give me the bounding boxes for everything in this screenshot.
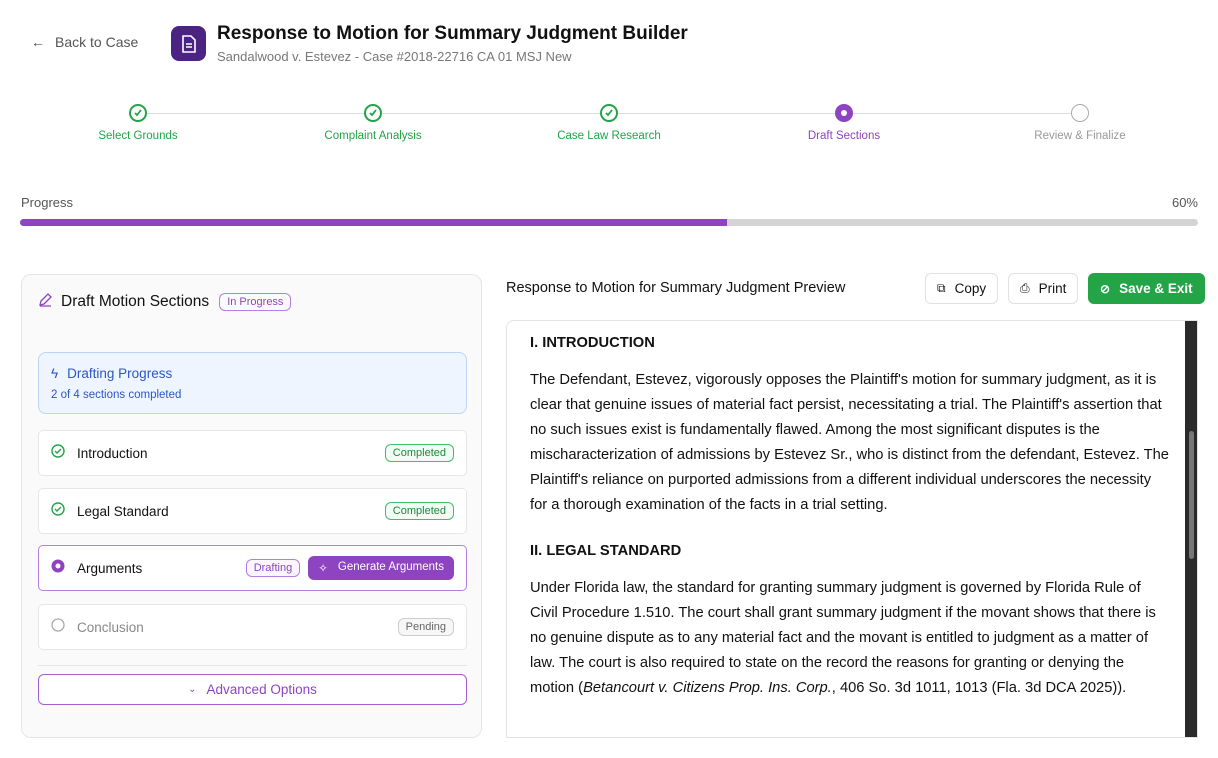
status-badge: Pending xyxy=(398,618,454,636)
step-label: Complaint Analysis xyxy=(324,130,422,142)
current-step-icon xyxy=(835,104,853,122)
drafting-progress-card: ϟ Drafting Progress 2 of 4 sections completed xyxy=(38,352,467,414)
step-label: Case Law Research xyxy=(557,130,661,142)
progress-bar-fill xyxy=(20,219,727,226)
paragraph: Under Florida law, the standard for granting summary judgment is governed by Florida Rule of Civil Procedure 1.510. The court shall grant summary judgment if the movant shows that there is no genuine dispute as to any material fact and the movant is entitled to judgment as a matter of law. The court is also required to state on the record the reasons for granting or denying the motion (Betancourt v. Citizens Prop. Ins. Corp., 406 So. 3d 1011, 1013 (Fla. 3d DCA 2025)). xyxy=(530,580,1156,696)
check-circle-icon xyxy=(51,444,65,463)
progress-label: Progress xyxy=(21,195,74,210)
section-name: Legal Standard xyxy=(77,503,169,519)
document-icon xyxy=(171,26,206,61)
section-item-introduction[interactable] xyxy=(38,430,467,476)
step-case-law-research[interactable] xyxy=(509,104,709,142)
section-name: Arguments xyxy=(77,560,143,576)
status-badge: Drafting xyxy=(246,559,301,577)
section-item-conclusion[interactable] xyxy=(38,604,467,650)
step-complaint-analysis[interactable] xyxy=(273,104,473,142)
step-select-grounds[interactable] xyxy=(38,104,238,142)
section-name: Introduction xyxy=(77,445,148,461)
radio-empty-icon xyxy=(51,618,65,637)
pencil-icon xyxy=(38,292,53,312)
page-title: Response to Motion for Summary Judgment Builder xyxy=(217,23,688,44)
radio-selected-icon xyxy=(51,559,65,578)
lightning-icon: ϟ xyxy=(51,366,59,381)
print-button[interactable]: ⎙ Print xyxy=(1008,273,1078,304)
check-circle-icon xyxy=(51,502,65,521)
arrow-left-icon: ← xyxy=(31,34,45,50)
step-label: Draft Sections xyxy=(807,130,881,142)
section-item-legal-standard[interactable] xyxy=(38,488,467,534)
check-circle-icon xyxy=(129,104,147,122)
scrollbar[interactable] xyxy=(1185,321,1197,738)
copy-icon: ⧉ xyxy=(937,281,946,295)
document-preview[interactable] xyxy=(506,320,1198,738)
pending-circle-icon xyxy=(1071,104,1089,122)
draft-sections-panel xyxy=(21,274,482,738)
step-label: Select Grounds xyxy=(98,130,178,142)
step-review-finalize[interactable] xyxy=(980,104,1180,142)
advanced-options-button[interactable]: ⌄ Advanced Options xyxy=(38,674,467,705)
check-circle-icon: ⊘ xyxy=(1100,281,1111,296)
status-badge: In Progress xyxy=(219,293,291,311)
chevron-down-icon: ⌄ xyxy=(188,684,197,695)
sparkle-icon: ✧ xyxy=(318,563,328,575)
divider xyxy=(38,665,467,666)
step-label: Review & Finalize xyxy=(1034,130,1126,142)
panel-title: Draft Motion Sections xyxy=(61,293,210,310)
section-heading: II. LEGAL STANDARD xyxy=(530,543,682,559)
progress-bar xyxy=(20,219,1198,226)
progress-percent: 60% xyxy=(1171,195,1198,210)
section-name: Conclusion xyxy=(77,619,144,635)
drafting-progress-count: 2 of 4 sections completed xyxy=(51,389,182,401)
case-citation: Betancourt v. Citizens Prop. Ins. Corp. xyxy=(583,680,832,696)
check-circle-icon xyxy=(600,104,618,122)
paragraph: The Defendant, Estevez, vigorously opposes the Plaintiff's motion for summary judgment, as it is clear that genuine issues of material fact persist, necessitating a trial. The Plaintiff's assertion that no such issues exist is fundamentally flawed. Among the most significant disputes is the mischaracterization of admissions by Estevez Sr., who is distinct from the defendant, Estevez. The Plaintiff's reliance on purported admissions from a different individual underscores the necessity for a thorough examination of the facts in a trial setting. xyxy=(530,372,1169,513)
section-item-arguments[interactable] xyxy=(38,545,467,591)
check-circle-icon xyxy=(364,104,382,122)
generate-arguments-button[interactable]: ✧ Generate Arguments xyxy=(308,556,454,580)
copy-button[interactable]: ⧉ Copy xyxy=(925,273,998,304)
case-subtitle: Sandalwood v. Estevez - Case #2018-22716 CA 01 MSJ New xyxy=(217,49,572,64)
section-heading: I. INTRODUCTION xyxy=(530,335,655,351)
printer-icon: ⎙ xyxy=(1020,281,1030,295)
status-badge: Completed xyxy=(385,502,454,520)
step-draft-sections[interactable] xyxy=(744,104,944,142)
scrollbar-thumb[interactable] xyxy=(1189,431,1194,559)
save-exit-button[interactable]: ⊘ Save & Exit xyxy=(1088,273,1205,304)
status-badge: Completed xyxy=(385,444,454,462)
back-to-case-link[interactable]: ← Back to Case xyxy=(31,34,139,50)
preview-title: Response to Motion for Summary Judgment Preview xyxy=(506,280,846,296)
